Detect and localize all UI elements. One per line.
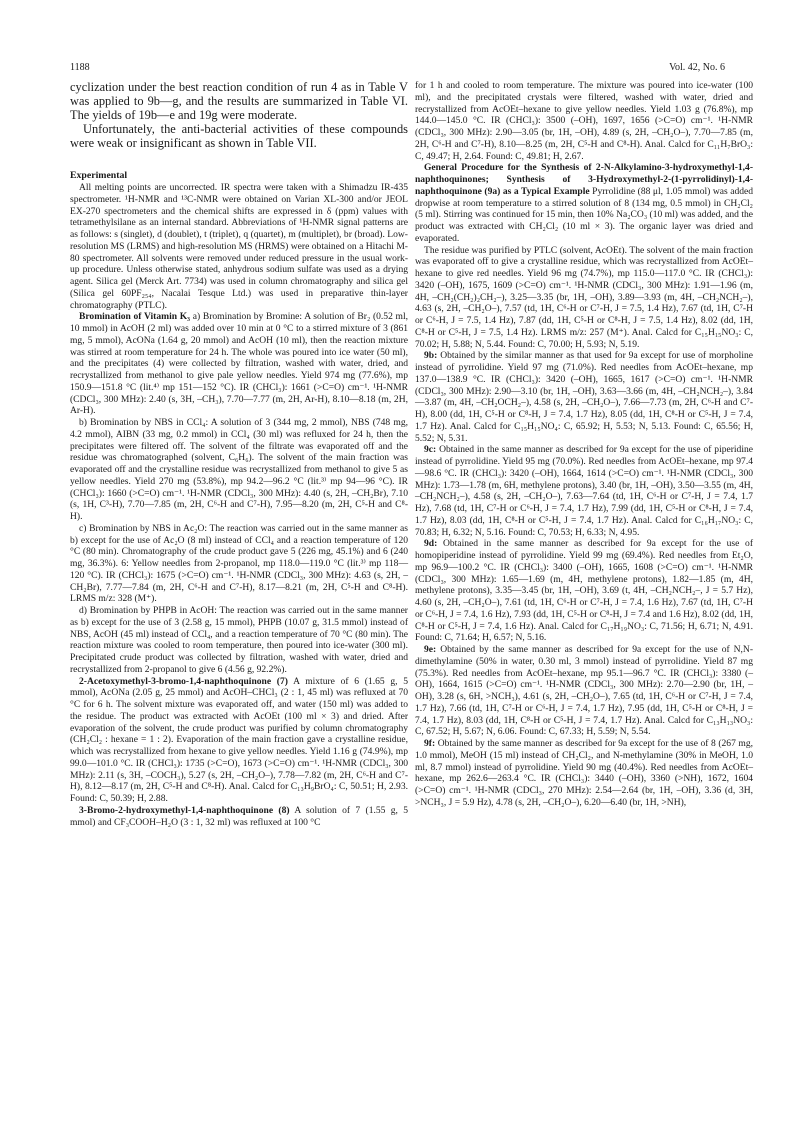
acetoxy-title: 2-Acetoxymethyl-3-bromo-1,4-naphthoquinone (7) (79, 675, 288, 687)
general-procedure-text: Pyrrolidine (88 μl, 1.05 mmol) was added dropwise at room temperature to a stirred solution of 8 (134 mg, 0.5 mmol) in CH₂Cl₂ (5 ml). Stirring was continued for 15 min, then 10% Na₂CO₃ (10 ml) was added, and the product was extracted with CH₂Cl₂ (10 ml × 3). The organic layer was dried and evaporated. (415, 185, 753, 244)
intro-paragraph-2: Unfortunately, the anti-bacterial activities of these compounds were weak or insignificant as shown in Table VII. (70, 122, 408, 151)
experimental-heading: Experimental (70, 170, 128, 182)
left-column (70, 80, 408, 828)
compound-9b-text: Obtained by the similar manner as that used for 9a except for use of morpholine instead of pyrrolidine. Yield 97 mg (71.0%). Red needles from AcOEt–hexane, mp 137.0—138.9 °C. IR (CHCl₃): 3420 (–OH), 1665, 1617 (>C=O) cm⁻¹. ¹H-NMR (CDCl₃, 300 MHz): 2.90—3.10 (br, 1H, –OH), 3.63—3.66 (m, 4H, –CH₂NCH₂–), 3.84—3.87 (m, 4H, –CH₂OCH₂–), 4.58 (s, 2H, –CH₂O–), 7.66—7.73 (m, 2H, C⁶-H and C⁷-H), 8.00 (dd, 1H, C⁵-H or C⁸-H, J = 7.4, 1.7 Hz), 8.05 (dd, 1H, C⁸-H or C⁵-H, J = 7.4, 1.7 Hz). Anal. Calcd for C₁₅H₁₅NO₄: C, 65.92; H, 5.53; N, 5.13. Found: C, 65.56; H, 5.52; N, 5.31. (415, 350, 753, 444)
compound-9d-text: Obtained in the same manner as described for 9a except for the use of homopiperidine instead of pyrrolidine. Yield 99 mg (69.4%). Red needles from Et₂O, mp 96.9—100.2 °C. IR (CHCl₃): 3400 (–OH), 1665, 1608 (>C=O) cm⁻¹. ¹H-NMR (CDCl₃, 300 MHz): 1.65—1.69 (m, 4H, methylene protons), 1.82—1.85 (m, 4H, methylene protons), 3.35—3.45 (br, 1H, –OH), 3.69 (t, 4H, –CH₂NCH₂–, J = 5.7 Hz), 4.60 (s, 2H, –CH₂O–), 7.61 (td, 1H, C⁶-H or C⁷-H, J = 7.4, 1.6 Hz), 7.67 (td, 1H, C⁷-H or C⁶-H, J = 7.4, 1.6 Hz), 7.93 (dd, 1H, C⁵-H or C⁸-H, J = 7.4 and 1.6 Hz), 8.02 (dd, 1H, C⁸-H or C⁵-H, J = 7.4, 1.6 Hz). Anal. Calcd for C₁₇H₁₉NO₃: C, 71.56; H, 6.71; N, 4.91. Found: C, 71.64; H, 6.57; N, 5.16. (415, 538, 753, 644)
compound-9c-label: 9c: (424, 444, 437, 456)
compound-9b-label: 9b: (424, 350, 438, 362)
general-methods-paragraph: All melting points are uncorrected. IR spectra were taken with a Shimadzu IR-435 spectrometer. ¹H-NMR and ¹³C-NMR were obtained on Varian XL-300 and/or JEOL EX-270 spectrometers and the chemical shifts are expressed in δ (ppm) values with tetramethylsilane as an internal standard. Abbreviations of ¹H-NMR signal patterns are as follows: s (singlet), d (doublet), t (triplet), q (quartet), m (multiplet), br (broad). Low-resolution MS (LRMS) and high-resolution MS (HRMS) were obtained on a Hitachi M-80 spectrometer. All solvents were removed under reduced pressure in the usual work-up procedure. Unless otherwise stated, anhydrous sodium sulfate was used as a drying agent. Silica gel (Merck Art. 7734) was used in column chromatography and silica gel (Silica gel 60PF₂₅₄, Nacalai Tesque Ltd.) was used in preparative thin-layer chromatography (PTLC). (70, 182, 408, 311)
compound-9e-text: Obtained by the same manner as described for 9a except for the use of N,N-dimethylamine (50% in water, 0.30 ml, 3 mmol) instead of pyrrolidine. Yield 87 mg (75.3%). Red needles from AcOEt–hexane, mp 95.1—96.7 °C. IR (CHCl₃): 3380 (–OH), 1664, 1615 (>C=O) cm⁻¹. ¹H-NMR (CDCl₃, 300 MHz): 2.70—2.90 (br, 1H, –OH), 3.28 (s, 6H, >NCH₃), 4.61 (s, 2H, –CH₂O–), 7.65 (td, 1H, C⁶-H or C⁷-H, J = 7.4, 1.7 Hz), 7.66 (td, 1H, C⁷-H or C⁶-H, J = 7.4, 1.7 Hz), 7.95 (dd, 1H, C⁵-H or C⁸-H, J = 7.4, 1.7 Hz), 8.03 (dd, 1H, C⁸-H or C⁵-H, J = 7.4, 1.7 Hz). Anal. Calcd for C₁₃H₁₃NO₃: C, 67.52; H, 5.67; N, 6.06. Found: C, 67.33; H, 5.59; N, 5.54. (415, 644, 753, 738)
compound-9d-label: 9d: (424, 538, 438, 550)
hydroxy-text: A solution of 7 (1.55 g, 5 mmol) and CF₃COOH–H₂O (3 : 1, 32 ml) was refluxed at 100 °C (70, 804, 408, 828)
general-procedure-paragraph (415, 162, 753, 244)
right-column (415, 80, 753, 809)
acetoxy-text: A mixture of 6 (1.65 g, 5 mmol), AcONa (2.05 g, 25 mmol) and AcOH–CHCl₃ (2 : 1, 45 ml) was refluxed at 70 °C for 6 h. The solvent mixture was evaporated off, and water (150 ml) was added to the residue. The product was extracted with AcOEt (100 ml × 3) and dried. After evaporation of the solvent, the crude product was purified by column chromatography (CH₂Cl₂ : hexane = 1 : 2). Evaporation of the main fraction gave a crystalline residue, which was recrystallized from hexane to give yellow needles. Yield 1.16 g (74.9%), mp 99.0—101.0 °C. IR (CHCl₃): 1735 (>C=O), 1673 (>C=O) cm⁻¹. ¹H-NMR (CDCl₃, 300 MHz): 2.11 (s, 3H, –COCH₃), 5.27 (s, 2H, –CH₂O–), 7.78—7.82 (m, 2H, C⁶-H and C⁷-H), 8.12—8.17 (m, 2H, C⁵-H and C⁸-H). Anal. Calcd for C₁₃H₉BrO₄: C, 50.51; H, 2.93. Found: C, 50.39; H, 2.88. (70, 675, 408, 805)
compound-9e-label: 9e: (424, 644, 437, 655)
compound-9e-paragraph (415, 644, 753, 738)
intro-paragraph: cyclization under the best reaction condition of run 4 as in Table V was applied to 9b—g, and the results are summarized in Table VI. The yields of 19b—e and 19g were moderate. (70, 80, 408, 123)
bromination-paragraph-c: c) Bromination by NBS in Ac₂O: The reaction was carried out in the same manner as b) except for the use of Ac₂O (8 ml) instead of CCl₄ and a reaction temperature of 120 °C (80 min). Chromatography of the crude product gave 5 (226 mg, 45.1%) and 6 (240 mg, 36.3%). 6: Yellow needles from 2-propanol, mp 118.0—119.0 °C (lit.³⁾ mp 118—120 °C). IR (CHCl₃): 1675 (>C=O) cm⁻¹. ¹H-NMR (CDCl₃, 300 MHz): 4.63 (s, 2H, –CH₂Br), 7.77—7.84 (m, 2H, C⁶-H and C⁷-H), 8.17—8.21 (m, 2H, C⁵-H and C⁸-H). LRMS m/z: 328 (M⁺). (70, 522, 408, 605)
bromination-title: Bromination of Vitamin K₃ (79, 311, 191, 323)
page-number: 1188 (70, 62, 90, 73)
compound-9f-label: 9f: (424, 738, 436, 749)
hydroxy-title: 3-Bromo-2-hydroxymethyl-1,4-naphthoquinone (8) (79, 804, 290, 816)
bromination-a-text: a) Bromination by Bromine: A solution of Br₂ (0.52 ml, 10 mmol) in AcOH (2 ml) was added over 10 min at 0 °C to a stirred mixture of 3 (861 mg, 5 mmol), AcONa (1.64 g, 20 mmol) and AcOH (10 ml), then the reaction mixture was stirred at room temperature for 24 h. The whole was poured into ice water (50 ml), and the precipitates (4) were collected by filtration, washed with water, dried, and recrystallized from methanol to give pale yellow needles. Yield 974 mg (77.6%), mp 150.9—151.8 °C (lit.⁴⁾ mp 151—152 °C). IR (CHCl₃): 1661 (>C=O) cm⁻¹. ¹H-NMR (CDCl₃, 300 MHz): 2.40 (s, 3H, –CH₃), 7.70—7.77 (m, 2H, Ar-H), 8.10—8.18 (m, 2H, Ar-H). (70, 311, 408, 417)
compound-9f-text: Obtained by the same manner as described for 9a except for the use of 8 (267 mg, 1.0 mmol), MeOH (15 ml) instead of CH₂Cl₂, and N-methylamine (30% in MeOH, 1.0 ml, 8.7 mmol) instead of pyrrolidine. Yield 90 mg (40.4%). Red needles from AcOEt–hexane, mp 262.6—263.4 °C. IR (CHCl₃): 3440 (–OH), 3360 (>NH), 1672, 1604 (>C=O) cm⁻¹. ¹H-NMR (CDCl₃, 270 MHz): 2.54—2.64 (br, 1H, –OH), 3.36 (d, 3H, >NCH₃, J = 5.9 Hz), 4.78 (s, 2H, –CH₂O–), 6.20—6.40 (br, 1H, >NH), (415, 738, 753, 808)
continuation-paragraph: for 1 h and cooled to room temperature. The mixture was poured into ice-water (100 ml), and the precipitated crystals were filtered, washed with water, dried and recrystallized from AcOEt–hexane to give yellow needles. Yield 1.03 g (76.8%), mp 144.0—145.0 °C. IR (CHCl₃): 3500 (–OH), 1697, 1656 (>C=O) cm⁻¹. ¹H-NMR (CDCl₃, 300 MHz): 2.90—3.05 (br, 1H, –OH), 4.89 (s, 2H, –CH₂O–), 7.70—7.85 (m, 2H, C⁶-H and C⁷-H), 8.10—8.25 (m, 2H, C⁵-H and C⁸-H). Anal. Calcd for C₁₁H₇BrO₃: C, 49.47; H, 2.64. Found: C, 49.81; H, 2.67. (415, 80, 753, 162)
bromination-paragraph-b: b) Bromination by NBS in CCl₄: A solution of 3 (344 mg, 2 mmol), NBS (748 mg, 4.2 mmol), AIBN (33 mg, 0.2 mmol) in CCl₄ (30 ml) was refluxed for 24 h, then the precipitates were filtered off. The solvent of the filtrate was evaporated off and the residue was chromatographed (solvent, C₆H₆). The solvent of the main fraction was evaporated off and the crystalline residue was recrystallized from methanol to give 5 as yellow needles. Yield 270 mg (53.8%), mp 94.2—96.2 °C (lit.³⁾ mp 94—96 °C). IR (CHCl₃): 1660 (>C=O) cm⁻¹. ¹H-NMR (CDCl₃, 300 MHz): 4.40 (s, 2H, –CH₂Br), 7.10 (s, 1H, C³-H), 7.70—7.85 (m, 2H, C⁶-H and C⁷-H), 7.95—8.20 (m, 2H, C⁵-H and C⁸-H). (70, 417, 408, 523)
hydroxy-paragraph (70, 805, 408, 829)
compound-9c-paragraph (415, 444, 753, 538)
residue-paragraph: The residue was purified by PTLC (solvent, AcOEt). The solvent of the main fraction was evaporated off to give a crystalline residue, which was recrystallized from AcOEt–hexane to give red needles. Yield 96 mg (74.7%), mp 115.0—117.0 °C. IR (CHCl₃): 3420 (–OH), 1675, 1609 (>C=O) cm⁻¹. ¹H-NMR (CDCl₃, 300 MHz): 1.91—1.96 (m, 4H, –CH₂(CH₂)₂CH₂–), 3.25—3.35 (br, 1H, –OH), 3.89—3.93 (m, 4H, –CH₂NCH₂–), 4.63 (s, 2H, –CH₂O–), 7.57 (td, 1H, C⁶-H or C⁷-H, J = 7.5, 1.4 Hz), 7.67 (td, 1H, C⁷-H or C⁶-H, J = 7.5, 1.4 Hz), 7.87 (dd, 1H, C⁵-H or C⁸-H, J = 7.5, 1.4 Hz), 8.02 (dd, 1H, C⁸-H or C⁵-H, J = 7.5, 1.4 Hz). LRMS m/z: 257 (M⁺). Anal. Calcd for C₁₅H₁₅NO₃: C, 70.02; H, 5.88; N, 5.44. Found: C, 70.00; H, 5.93; N, 5.19. (415, 244, 753, 350)
compound-9b-paragraph (415, 350, 753, 444)
compound-9d-paragraph (415, 538, 753, 644)
general-procedure-title: General Procedure for the Synthesis of 2-N-Alkylamino-3-hydroxymethyl-1,4-naphthoquinones; Synthesis of 3-Hydroxymethyl-2-(1-pyrrolidinyl)-1,4-naphthoquinone (9a) as a Typical Example (415, 162, 753, 197)
volume-info: Vol. 42, No. 6 (669, 62, 725, 73)
bromination-paragraph-a (70, 311, 408, 417)
bromination-paragraph-d: d) Bromination by PHPB in AcOH: The reaction was carried out in the same manner as b) except for the use of 3 (2.58 g, 15 mmol), PHPB (10.07 g, 31.5 mmol) instead of NBS, AcOH (45 ml) instead of CCl₄, and a reaction temperature of 70 °C (80 min). The reaction mixture was cooled to room temperature, then poured into ice-water (300 ml). Precipitated crude product was collected by filtration, washed with water, dried and recrystallized from 2-propanol to give 6 (4.56 g, 92.2%). (70, 605, 408, 675)
acetoxy-paragraph (70, 676, 408, 805)
compound-9c-text: Obtained in the same manner as described for 9a except for the use of piperidine instead of pyrrolidine. Yield 95 mg (70.0%). Red needles from AcOEt–hexane, mp 97.4—98.6 °C. IR (CHCl₃): 3420 (–OH), 1664, 1614 (>C=O) cm⁻¹. ¹H-NMR (CDCl₃, 300 MHz): 1.73—1.78 (m, 6H, methylene protons), 3.40 (br, 1H, –OH), 3.50—3.55 (m, 4H, –CH₂NCH₂–), 4.58 (s, 2H, –CH₂O–), 7.63—7.64 (td, 1H, C⁶-H or C⁷-H, J = 7.4, 1.7 Hz), 7.68 (td, 1H, C⁷-H or C⁶-H, J = 7.4, 1.7 Hz), 7.99 (dd, 1H, C⁵-H or C⁸-H, J = 7.4, 1.7 Hz), 8.03 (dd, 1H, C⁸-H or C⁵-H, J = 7.4, 1.7 Hz). Anal. Calcd for C₁₆H₁₇NO₃: C, 70.83; H, 6.32; N, 5.16. Found: C, 70.53; H, 6.33; N, 4.95. (415, 444, 753, 538)
compound-9f-paragraph (415, 738, 753, 809)
